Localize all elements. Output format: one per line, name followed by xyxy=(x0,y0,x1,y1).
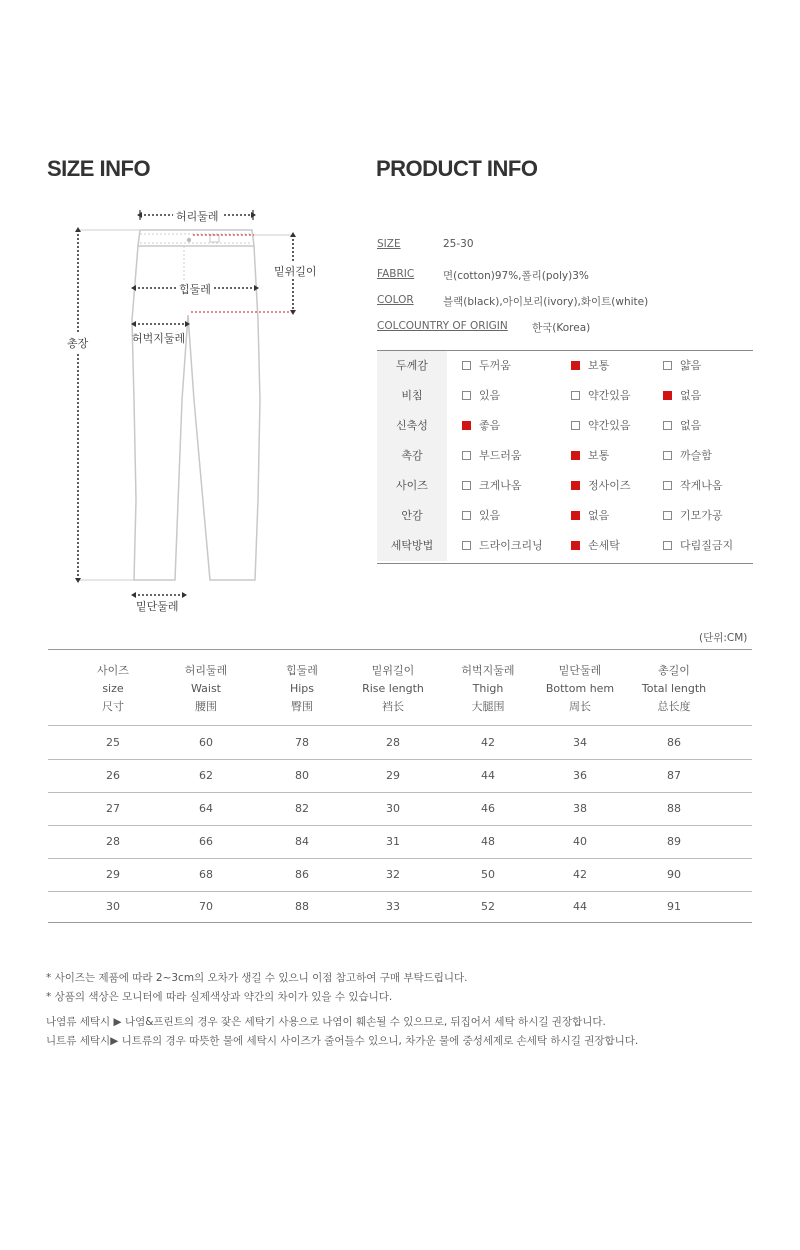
table-row: 30 70 88 33 52 44 91 xyxy=(106,900,681,913)
table-row: 28 66 84 31 48 40 89 xyxy=(48,825,752,859)
attr-option: 좋음 xyxy=(462,411,500,441)
checkbox xyxy=(663,481,672,490)
product-attribute-table xyxy=(377,350,753,564)
info-key: SIZE xyxy=(377,238,401,250)
attr-option: 있음 xyxy=(462,381,500,411)
table-row: 26 62 80 29 44 36 87 xyxy=(48,759,752,793)
attr-option: 작게나옴 xyxy=(663,471,723,501)
header-cell: 사이즈 size 尺寸 xyxy=(97,664,129,713)
attr-option: 약간있음 xyxy=(571,411,631,441)
info-value: 한국(Korea) xyxy=(532,322,591,334)
unit-label: (단위:CM) xyxy=(699,632,748,644)
attr-label: 세탁방법 xyxy=(377,531,447,561)
checkbox xyxy=(663,421,672,430)
attr-option: 보통 xyxy=(571,441,609,471)
checkbox xyxy=(571,391,580,400)
size-table xyxy=(48,649,752,923)
attr-row-thickness xyxy=(377,351,753,381)
checkbox-checked xyxy=(571,541,580,550)
checkbox xyxy=(571,421,580,430)
checkbox-checked xyxy=(571,511,580,520)
header-cell: 허벅지둘레 Thigh 大腿围 xyxy=(461,664,515,713)
checkbox xyxy=(462,541,471,550)
attr-label: 신축성 xyxy=(377,411,447,441)
header-cell: 힙둘레 Hips 臀围 xyxy=(286,664,318,713)
info-value: 25-30 xyxy=(443,238,474,250)
checkbox xyxy=(462,481,471,490)
header-cell: 허리둘레 Waist 腰围 xyxy=(184,664,228,713)
attr-option: 없음 xyxy=(663,381,701,411)
attr-option: 보통 xyxy=(571,351,609,381)
header-cell: 총길이 Total length 总长度 xyxy=(641,664,707,713)
note-size-tolerance: * 사이즈는 제품에 따라 2~3cm의 오차가 생길 수 있으니 이점 참고하여 구매 부탁드립니다. xyxy=(46,972,468,984)
table-row: 25 60 78 28 42 34 86 xyxy=(48,726,752,760)
checkbox-checked xyxy=(462,421,471,430)
checkbox-checked xyxy=(571,451,580,460)
checkbox xyxy=(462,391,471,400)
attr-row-lining xyxy=(377,501,753,531)
attr-option: 두꺼움 xyxy=(462,351,511,381)
info-value: 블랙(black),아이보리(ivory),화이트(white) xyxy=(443,296,649,308)
pants-diagram xyxy=(60,200,350,620)
size-table-header xyxy=(48,650,752,726)
checkbox xyxy=(462,511,471,520)
checkbox xyxy=(663,451,672,460)
attr-row-stretch xyxy=(377,411,753,441)
attr-row-size-fit xyxy=(377,471,753,501)
header-cell: 밑위길이 Rise length 裆长 xyxy=(362,664,424,713)
attr-option: 크게나옴 xyxy=(462,471,522,501)
attr-option: 얇음 xyxy=(663,351,701,381)
attr-label: 사이즈 xyxy=(377,471,447,501)
waist-label: 허리둘레 xyxy=(173,208,222,224)
attr-row-texture xyxy=(377,441,753,471)
product-info-title: PRODUCT INFO xyxy=(376,156,538,181)
checkbox xyxy=(663,361,672,370)
attr-label: 비침 xyxy=(377,381,447,411)
checkbox-checked xyxy=(663,391,672,400)
note-color: * 상품의 색상은 모니터에 따라 실제색상과 약간의 차이가 있을 수 있습니다. xyxy=(46,991,393,1003)
note-knit-wash: 니트류 세탁시▶ 니트류의 경우 따뜻한 물에 세탁시 사이즈가 줄어들수 있으니, 차가운 물에 중성세제로 손세탁 하시길 권장합니다. xyxy=(46,1035,639,1047)
size-info-title: SIZE INFO xyxy=(47,156,151,181)
total-length-label: 총장 xyxy=(67,334,88,352)
table-row: 29 68 86 32 50 42 90 xyxy=(48,858,752,892)
attr-option: 없음 xyxy=(571,501,609,531)
checkbox xyxy=(462,451,471,460)
info-key: FABRIC xyxy=(377,268,415,280)
checkbox xyxy=(462,361,471,370)
attr-option: 부드러움 xyxy=(462,441,522,471)
attr-option: 없음 xyxy=(663,411,701,441)
attr-option: 드라이크리닝 xyxy=(462,531,543,561)
hip-label: 힙둘레 xyxy=(176,281,214,297)
rise-label: 밑위길이 xyxy=(274,265,317,278)
attr-label: 안감 xyxy=(377,501,447,531)
hem-label: 밑단둘레 xyxy=(136,600,179,613)
attr-option: 까슬함 xyxy=(663,441,712,471)
info-key: COLCOUNTRY OF ORIGIN xyxy=(377,320,508,332)
attr-label: 촉감 xyxy=(377,441,447,471)
attr-label: 두께감 xyxy=(377,351,447,381)
attr-option: 기모가공 xyxy=(663,501,723,531)
checkbox xyxy=(663,511,672,520)
attr-row-sheerness xyxy=(377,381,753,411)
attr-option: 있음 xyxy=(462,501,500,531)
attr-option: 정사이즈 xyxy=(571,471,631,501)
checkbox-checked xyxy=(571,481,580,490)
checkbox xyxy=(663,541,672,550)
info-value: 면(cotton)97%,폴리(poly)3% xyxy=(443,270,589,282)
note-print-wash: 나염류 세탁시 ▶ 나염&프린트의 경우 잦은 세탁기 사용으로 나염이 훼손될 수 있으므로, 뒤집어서 세탁 하시길 권장합니다. xyxy=(46,1016,606,1028)
info-key: COLOR xyxy=(377,294,414,306)
header-cell: 밑단둘레 Bottom hem 周长 xyxy=(545,664,615,713)
attr-option: 약간있음 xyxy=(571,381,631,411)
table-row: 27 64 82 30 46 38 88 xyxy=(48,792,752,826)
attr-row-washing xyxy=(377,531,753,561)
checkbox-checked xyxy=(571,361,580,370)
attr-option: 손세탁 xyxy=(571,531,620,561)
attr-option: 다림질금지 xyxy=(663,531,733,561)
thigh-label: 허벅지둘레 xyxy=(132,332,186,345)
